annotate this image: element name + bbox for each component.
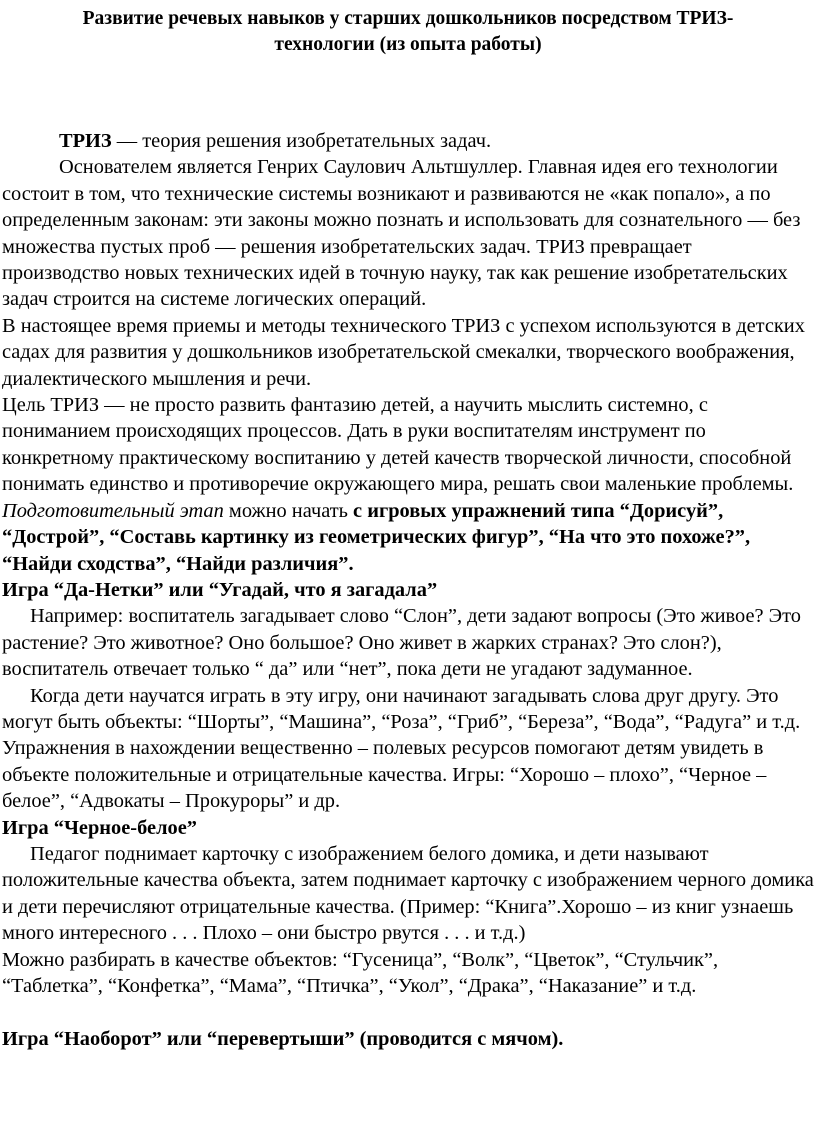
- paragraph-preparatory-stage: [2, 498, 814, 577]
- preparatory-games: с игровых упражнений типа “Дорисуй”, “Дострой”, “Составь картинку из геометрических фигур”, “На что это похоже?”, “Найди сходства”, “Найди различия”.: [2, 499, 751, 575]
- definition-text: — теория решения изобретательных задач.: [111, 130, 492, 152]
- blank-line: [2, 999, 814, 1025]
- heading-yes-no-game: Игра “Да-Нетки” или “Угадай, что я загадала”: [2, 578, 438, 601]
- paragraph-founder: Основателем является Генрих Саулович Альтшуллер. Главная идея его технологии состоит в том, что технические системы возникают и развиваются не «как попало», а по определенным законам: эти законы можно познать и использовать для сознательного — без множества пустых проб — решения изобретательских задач. ТРИЗ превращает производство новых технических идей в точную науку, так как решение изобретательских задач строится на системе логических операций.: [2, 156, 801, 311]
- heading-reverse-game: Игра “Наоборот” или “перевертыши” (проводится с мячом).: [2, 1027, 564, 1050]
- document-body: [2, 128, 814, 1052]
- paragraph-teacher-card: Педагог поднимает карточку с изображением белого домика, и дети называют положительные качества объекта, затем поднимает карточку с изображением черного домика и дети перечисляют отрицательные качества. (Пример: “Книга”.Хорошо – из книг узнаешь много интересного . . . Плохо – они быстро рвутся . . . и т.д.): [2, 842, 814, 945]
- preparatory-text: можно начать: [223, 499, 354, 522]
- paragraph-when-learned: Когда дети научатся играть в эту игру, они начинают загадывать слова друг другу. Это могут быть объекты: “Шорты”, “Машина”, “Роза”, “Гриб”, “Береза”, “Вода”, “Радуга” и т.д. Упражнения в нахождении вещественно – полевых ресурсов помогают детям увидеть в объекте положительные и отрицательные качества. Игры: “Хорошо – плохо”, “Черное – белое”, “Адвокаты – Прокуроры” и др.: [2, 684, 801, 813]
- paragraph-current-use: В настоящее время приемы и методы технического ТРИЗ с успехом используются в детских садах для развития у дошкольников изобретательской смекалки, творческого воображения, диалектического мышления и речи.: [2, 314, 805, 390]
- document-title: [0, 6, 816, 58]
- term-triz: ТРИЗ: [59, 130, 112, 152]
- paragraph-objects: Можно разбирать в качестве объектов: “Гусеница”, “Волк”, “Цветок”, “Стульчик”, “Таблетка”, “Конфетка”, “Мама”, “Птичка”, “Укол”, “Драка”, “Наказание” и т.д.: [2, 948, 719, 997]
- paragraph-goal: Цель ТРИЗ — не просто развить фантазию детей, а научить мыслить системно, с пониманием происходящих процессов. Дать в руки воспитателям инструмент по конкретному практическому воспитанию у детей качеств творческой личности, способной понимать единство и противоречие окружающего мира, решать свои маленькие проблемы.: [2, 394, 794, 496]
- paragraph-definition: [2, 128, 814, 154]
- title-line-2: технологии (из опыта работы): [274, 34, 542, 55]
- paragraph-example: Например: воспитатель загадывает слово “Слон”, дети задают вопросы (Это живое? Это растение? Это животное? Оно большое? Оно живет в жарких странах? Это слон?), воспитатель отвечает только “ да” или “нет”, пока дети не угадают задуманное.: [2, 605, 801, 681]
- title-line-1: Развитие речевых навыков у старших дошкольников посредством ТРИЗ-: [82, 8, 734, 29]
- preparatory-stage-label: Подготовительный этап: [2, 499, 224, 522]
- heading-black-white-game: Игра “Черное-белое”: [2, 816, 197, 839]
